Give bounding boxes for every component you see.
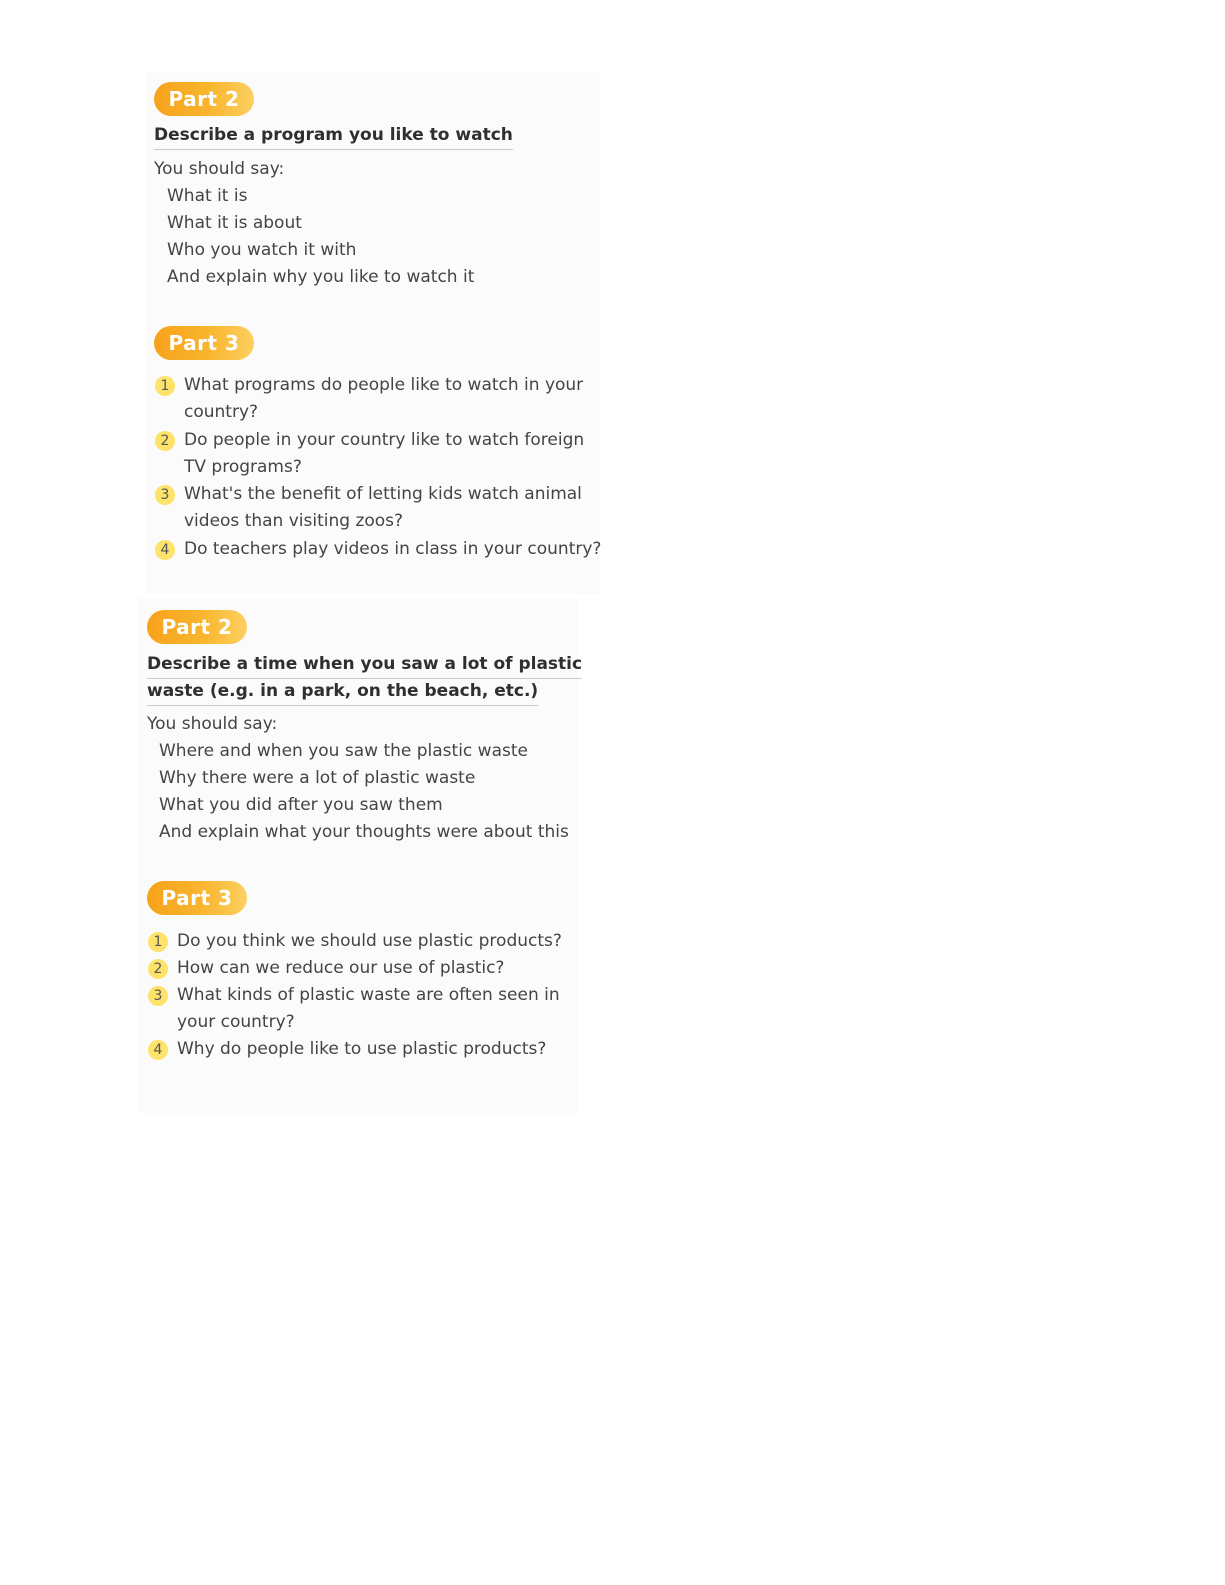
- question-line: Do teachers play videos in class in your country?: [184, 539, 602, 559]
- prompt-point: And explain why you like to watch it: [167, 267, 475, 287]
- heading-line: waste (e.g. in a park, on the beach, etc.): [147, 678, 538, 706]
- question-number: 3: [155, 485, 175, 505]
- question-line: Do people in your country like to watch foreign: [184, 430, 585, 450]
- cue-card-heading: [154, 122, 513, 150]
- question-number: 4: [155, 540, 175, 560]
- part-badge: Part 2: [147, 610, 247, 644]
- prompt-point: And explain what your thoughts were about this: [159, 822, 569, 842]
- question-number: 2: [155, 431, 175, 451]
- question-line: TV programs?: [184, 457, 302, 477]
- part-badge: Part 3: [154, 326, 254, 360]
- prompt-point: Why there were a lot of plastic waste: [159, 768, 476, 788]
- heading-line: Describe a program you like to watch: [154, 122, 513, 150]
- question-line: What kinds of plastic waste are often seen in: [177, 985, 560, 1005]
- question-line: Do you think we should use plastic products?: [177, 931, 562, 951]
- question-number: 1: [148, 932, 168, 952]
- cue-card-heading: [147, 678, 538, 706]
- question-item: [148, 928, 578, 955]
- question-number: 1: [155, 376, 175, 396]
- prompt-point: Who you watch it with: [167, 240, 357, 260]
- prompt-point: Where and when you saw the plastic waste: [159, 741, 528, 761]
- question-item: [155, 427, 595, 481]
- intro-text: You should say:: [147, 714, 278, 734]
- prompt-point: What it is about: [167, 213, 302, 233]
- question-line: videos than visiting zoos?: [184, 511, 404, 531]
- question-number: 3: [148, 986, 168, 1006]
- question-item: [155, 536, 602, 563]
- question-line: your country?: [177, 1012, 295, 1032]
- question-line: How can we reduce our use of plastic?: [177, 958, 505, 978]
- question-number: 2: [148, 959, 168, 979]
- part-badge: Part 2: [154, 82, 254, 116]
- question-number: 4: [148, 1040, 168, 1060]
- question-item: [155, 481, 595, 535]
- question-line: What programs do people like to watch in your: [184, 375, 584, 395]
- question-line: What's the benefit of letting kids watch animal: [184, 484, 582, 504]
- question-item: [148, 1036, 578, 1063]
- question-line: country?: [184, 402, 259, 422]
- question-item: [155, 372, 595, 426]
- cue-card-heading: [147, 651, 582, 679]
- heading-line: Describe a time when you saw a lot of plastic: [147, 651, 582, 679]
- intro-text: You should say:: [154, 159, 285, 179]
- prompt-point: What you did after you saw them: [159, 795, 443, 815]
- part-badge: Part 3: [147, 881, 247, 915]
- question-item: [148, 982, 578, 1036]
- question-line: Why do people like to use plastic products?: [177, 1039, 547, 1059]
- question-item: [148, 955, 578, 982]
- prompt-point: What it is: [167, 186, 248, 206]
